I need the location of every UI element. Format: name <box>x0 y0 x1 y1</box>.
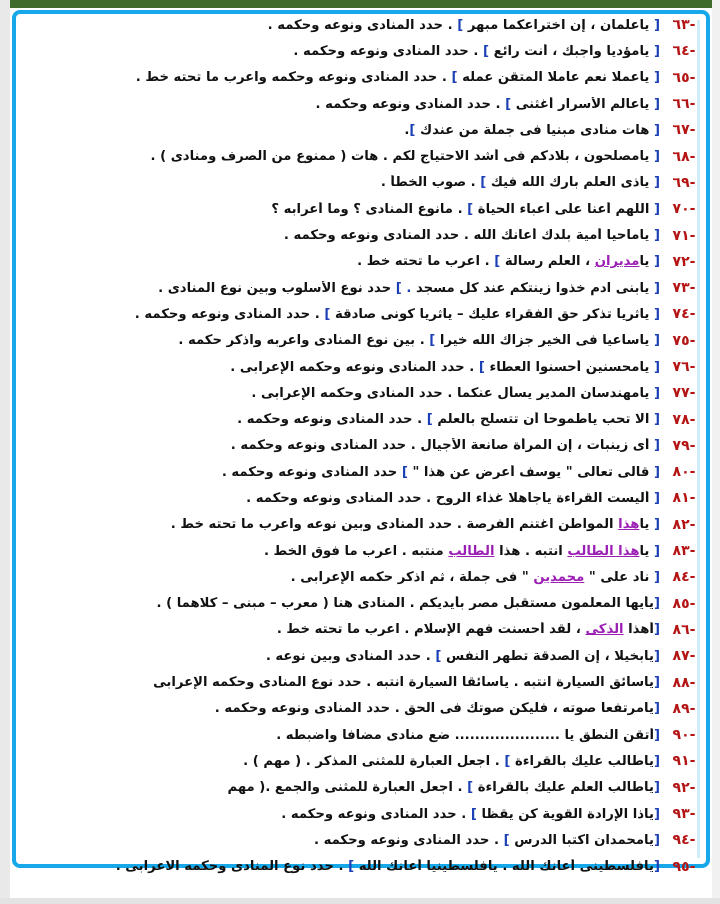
question-text <box>34 70 660 85</box>
question-number: -٩٠ <box>672 727 696 744</box>
question-number: -٦٤ <box>672 43 696 60</box>
question-number: -٨٥ <box>672 595 696 612</box>
question-text <box>34 833 660 848</box>
question-number: -٨٢ <box>672 516 696 533</box>
question-number: -٧٢ <box>672 253 696 270</box>
question-text <box>34 386 660 401</box>
question-number: -٨٦ <box>672 621 696 638</box>
text-segment: . حدد المنادى وبين نوعه . <box>265 648 436 664</box>
question-text <box>34 491 660 506</box>
text-segment: . حدد المنادى ونوعه وحكمه . <box>315 96 506 112</box>
bracket-mark: [ <box>649 306 660 322</box>
bracket-mark: [ <box>649 359 660 375</box>
question-row <box>34 801 708 827</box>
question-row <box>34 775 708 801</box>
question-text <box>34 728 660 743</box>
bracket-mark: [ <box>653 780 660 796</box>
text-segment: يامؤديا واجبك ، أنت رائع <box>493 43 650 59</box>
text-segment: يافلسطينى أعانك الله . يافلسطينيا أعانك الله <box>358 859 654 875</box>
text-segment: . <box>404 122 410 138</box>
question-number: -٩١ <box>672 753 696 770</box>
question-row <box>34 328 708 354</box>
right-edge-band <box>712 0 720 904</box>
question-row <box>34 433 708 459</box>
bracket-mark: ] <box>401 464 413 480</box>
question-number: -٨٩ <box>672 700 696 717</box>
text-segment: يامصلحون ، بلادكم فى أشد الاحتياج لكم . هات ( ممنوع من الصرف ومنادى ) . <box>150 149 650 165</box>
text-segment: يا <box>639 543 650 559</box>
question-row <box>34 196 708 222</box>
question-list <box>34 12 708 880</box>
bracket-mark: [ <box>649 43 660 59</box>
question-number: -٧٠ <box>672 201 696 218</box>
question-row <box>34 275 708 301</box>
question-number: -٧٨ <box>672 411 696 428</box>
question-text <box>34 228 660 243</box>
text-segment: . حدد المنادى ونوعه وحكمه . <box>246 490 436 506</box>
text-segment: انتبه . هذا <box>494 543 568 559</box>
question-row <box>34 617 708 643</box>
question-text <box>34 701 660 716</box>
question-text <box>34 175 660 190</box>
bracket-mark: [ <box>653 727 660 743</box>
bracket-mark: [ <box>649 438 660 454</box>
text-segment: الا تحب ياطموحا أن تتسلح بالعلم <box>437 412 650 428</box>
question-row <box>34 696 708 722</box>
bracket-mark: ] <box>429 333 440 349</box>
question-number: -٧٩ <box>672 437 696 454</box>
bracket-mark: ] <box>324 306 335 322</box>
question-number: -٨٧ <box>672 648 696 665</box>
text-segment: . صوب الخطأ . <box>380 175 481 191</box>
question-row <box>34 117 708 143</box>
question-row <box>34 538 708 564</box>
question-text <box>34 149 660 164</box>
text-segment: . حدد المنادى وبين نوعه واعرب ما تحته خط . <box>170 517 467 533</box>
question-row <box>34 669 708 695</box>
question-text <box>34 517 660 532</box>
question-text <box>34 754 660 769</box>
bracket-mark: [ <box>653 806 660 822</box>
question-number: -٩٢ <box>672 779 696 796</box>
question-number: -٧٧ <box>672 385 696 402</box>
question-text <box>34 570 660 585</box>
bracket-mark: ] <box>451 70 463 86</box>
question-number: -٨٣ <box>672 543 696 560</box>
bracket-mark: ] <box>426 412 438 428</box>
question-text <box>34 281 660 296</box>
text-segment: ياطالب عليك بالقراءة <box>514 753 654 769</box>
bracket-mark: [ <box>649 17 660 33</box>
question-row <box>34 406 708 432</box>
question-text <box>34 307 660 322</box>
question-row <box>34 722 708 748</box>
text-segment: . اجعل العبارة للمثنى والجمع .( مهم <box>227 780 468 796</box>
bracket-mark: [ <box>649 517 660 533</box>
question-number: -٩٤ <box>672 832 696 849</box>
bracket-mark: ] <box>470 806 482 822</box>
question-number: -٨٤ <box>672 569 696 586</box>
text-segment: " فى جملة ، ثم اذكر حكمه الإعرابى . <box>290 569 534 585</box>
bracket-mark: [ <box>649 543 660 559</box>
question-number: -٧٥ <box>672 332 696 349</box>
text-segment: ياعملا نعم عاملا المتقن عمله <box>462 70 650 86</box>
text-segment: . مانوع المنادى ؟ وما أعرابه ؟ <box>271 201 468 217</box>
text-segment: . حدد المنادى ونوعه وحكمه . <box>313 832 504 848</box>
text-segment: حدد المنادى ونوعه وحكمه . <box>221 464 402 480</box>
text-segment: يامحسنين أحسنوا العطاء <box>489 359 650 375</box>
text-segment: ناد على " <box>584 569 650 585</box>
underlined-word: الذكى <box>585 622 624 638</box>
text-segment: . بين نوع المنادى واعربه واذكر حكمه . <box>178 333 430 349</box>
question-text <box>34 780 660 795</box>
bracket-mark: [ <box>653 859 660 875</box>
question-text <box>34 859 660 874</box>
text-segment: ياطالب العلم عليك بالقراءة <box>477 780 654 796</box>
underlined-word: محمدين <box>533 569 585 585</box>
text-segment: يامحمدان اكتبا الدرس <box>514 832 654 848</box>
text-segment: . حدد المنادى ونوعه وحكمه . <box>237 412 427 428</box>
text-segment: يامهندسان المدير يسأل عنكما <box>456 385 650 401</box>
bracket-mark: [ <box>653 596 660 612</box>
bracket-mark: [ <box>649 70 660 86</box>
question-row <box>34 512 708 538</box>
text-segment: أى زينبات ، إن المرأة صانعة الأجيال <box>420 438 650 454</box>
question-row <box>34 485 708 511</box>
question-number: -٦٧ <box>672 122 696 139</box>
bracket-mark: [ <box>649 333 660 349</box>
question-text <box>34 675 660 690</box>
question-text <box>34 622 660 637</box>
question-text <box>34 97 660 112</box>
question-text <box>34 202 660 217</box>
question-text <box>34 44 660 59</box>
top-border-band <box>0 0 720 8</box>
text-segment: . اعرب ما تحته خط . <box>357 254 495 270</box>
question-row <box>34 380 708 406</box>
text-segment: حدد نوع الأسلوب وبين نوع المنادى . <box>158 280 396 296</box>
bracket-mark: [ <box>649 385 660 401</box>
bracket-mark: ] <box>494 254 505 270</box>
bracket-mark: [ <box>649 280 660 296</box>
text-segment: ، العلم رسالة <box>504 254 595 270</box>
question-number: -٦٩ <box>672 174 696 191</box>
text-segment: ، لقد أحسنت فهم الإسلام . اعرب ما تحته خط . <box>276 622 586 638</box>
text-segment: ياثريا تذكر حق الفقراء عليك – ياثريا كونى صادقة <box>334 306 650 322</box>
bracket-mark: [ <box>649 254 660 270</box>
question-row <box>34 643 708 669</box>
text-segment: يأيها المعلمون مستقبل مصر بأيديكم . المنادى هنا ( معرب – مبنى – كلاهما ) . <box>156 596 654 612</box>
question-row <box>34 564 708 590</box>
question-row <box>34 459 708 485</box>
text-segment: . حدد المنادى ونوعه وحكمه . <box>134 306 325 322</box>
bracket-mark: [ <box>653 701 660 717</box>
question-number: -٨٠ <box>672 464 696 481</box>
text-segment: . حدد المنادى ونوعه وحكمه . <box>293 43 483 59</box>
text-segment: ياساعيا فى الخير جزاك الله خيرا <box>439 333 650 349</box>
text-segment: هات منادى مبنيا فى جملة من عندك <box>420 122 650 138</box>
underlined-word: هذا الطالب <box>567 543 640 559</box>
text-segment: ياعلمان ، إن اختراعكما مبهر <box>467 17 650 33</box>
text-segment: يا <box>639 254 650 270</box>
bracket-mark: [ <box>649 569 660 585</box>
bracket-mark: ] <box>505 96 516 112</box>
text-segment: اللهم أعنا على أعباء الحياة <box>477 201 650 217</box>
question-row <box>34 91 708 117</box>
question-row <box>34 65 708 91</box>
question-row <box>34 827 708 853</box>
bracket-mark: [ <box>649 201 660 217</box>
question-row <box>34 38 708 64</box>
question-row <box>34 854 708 880</box>
bracket-mark: ] <box>482 43 494 59</box>
question-row <box>34 170 708 196</box>
text-segment: ياذى العلم بارك الله فيك <box>490 175 650 191</box>
bracket-mark: [ <box>649 412 660 428</box>
bracket-mark: [ <box>649 228 660 244</box>
question-text <box>34 333 660 348</box>
bracket-mark: ] <box>435 648 447 664</box>
question-text <box>34 807 660 822</box>
question-row <box>34 748 708 774</box>
bracket-mark: ] <box>504 753 515 769</box>
bracket-mark: [ <box>653 622 660 638</box>
underlined-word: الطالب <box>448 543 495 559</box>
question-number: -٦٣ <box>672 17 696 34</box>
bracket-mark: [ <box>653 832 660 848</box>
bracket-mark: [ <box>649 464 660 480</box>
text-segment: ياسائق السيارة انتبه . ياسائقا السيارة انتبه . حدد نوع المنادى وحكمه الإعرابى <box>153 675 654 691</box>
question-text <box>34 254 660 269</box>
question-text <box>34 438 660 453</box>
bracket-mark: [ <box>649 175 660 191</box>
question-text <box>34 123 660 138</box>
question-number: -٧٤ <box>672 306 696 323</box>
text-segment: يا <box>639 517 650 533</box>
text-segment: يابخيلا ، إن الصدقة تطهر النفس <box>446 648 654 664</box>
bracket-mark: [ <box>653 648 660 664</box>
underlined-word: هذا <box>618 517 640 533</box>
question-text <box>34 544 660 559</box>
question-row <box>34 249 708 275</box>
question-number: -٧٣ <box>672 280 696 297</box>
text-segment: أليست القراءة ياجاهلا غذاء الروح <box>435 490 650 506</box>
text-segment: . اجعل العبارة للمثنى المذكر . ( مهم ) . <box>243 753 505 769</box>
question-number: -٨٨ <box>672 674 696 691</box>
bottom-edge-band <box>0 898 720 904</box>
bracket-mark: ] <box>467 780 478 796</box>
text-segment: . حدد المنادى ونوعه وحكمه . <box>230 438 421 454</box>
question-number: -٩٣ <box>672 806 696 823</box>
bracket-mark: ] <box>457 17 468 33</box>
text-segment: ياعالم الأسرار أغثنى <box>515 96 650 112</box>
text-segment: . حدد المنادى ونوعه وحكمه . <box>267 17 458 33</box>
question-number: -٧١ <box>672 227 696 244</box>
bracket-mark: ] <box>348 859 359 875</box>
question-row <box>34 12 708 38</box>
question-row <box>34 301 708 327</box>
text-segment: يامرتفعا صوته ، فليكن صوتك فى الحق . حدد المنادى ونوعه وحكمه . <box>214 701 654 717</box>
bracket-mark: ] <box>478 359 490 375</box>
question-number: -٦٥ <box>672 69 696 86</box>
bracket-mark: [ <box>649 149 660 165</box>
text-segment: منتبه . اعرب ما فوق الخط . <box>263 543 449 559</box>
question-number: -٦٨ <box>672 148 696 165</box>
bracket-mark: ] <box>467 201 478 217</box>
text-segment: . حدد نوع المنادى وحكمه الاعرابى . <box>115 859 349 875</box>
underlined-word: مديران <box>594 254 640 270</box>
text-segment: . حدد المنادى وحكمه الإعرابى . <box>251 385 457 401</box>
text-segment: يابنى آدم خذوا زينتكم عند كل مسجد <box>415 280 650 296</box>
question-number: -٦٦ <box>672 96 696 113</box>
text-segment: . حدد المنادى ونوعه وحكمه واعرب ما تحته خط . <box>135 70 452 86</box>
text-segment: . حدد المنادى ونوعه وحكمه . <box>283 228 474 244</box>
bracket-mark: [ <box>653 675 660 691</box>
text-segment: أتقن النطق يا ..................... ضع منادى مضافا واضبطه . <box>276 727 654 743</box>
question-text <box>34 412 660 427</box>
text-segment: قالى تعالى " يوسف أعرض عن هذا " <box>412 464 650 480</box>
question-text <box>34 360 660 375</box>
question-text <box>34 596 660 611</box>
bracket-mark: ] <box>480 175 491 191</box>
bracket-mark: ] <box>409 122 421 138</box>
bracket-mark: [ <box>653 753 660 769</box>
question-text <box>34 18 660 33</box>
bracket-mark: ] <box>503 832 515 848</box>
question-row <box>34 222 708 248</box>
question-row <box>34 143 708 169</box>
text-segment: ياذا الإرادة القوية كن يقظا <box>481 806 654 822</box>
text-segment: المواطن اغتنم الفرصة <box>466 517 619 533</box>
question-text <box>34 465 660 480</box>
question-number: -٨١ <box>672 490 696 507</box>
bracket-mark: [ <box>649 96 660 112</box>
bracket-mark: . ] <box>395 280 416 296</box>
question-row <box>34 354 708 380</box>
text-segment: ياماحيا أمية بلدك أعانك الله <box>473 228 650 244</box>
left-edge-band <box>0 0 10 904</box>
bracket-mark: [ <box>649 122 660 138</box>
question-number: -٩٥ <box>672 858 696 875</box>
text-segment: . حدد المنادى ونوعه وحكمه . <box>281 806 471 822</box>
question-row <box>34 591 708 617</box>
question-text <box>34 649 660 664</box>
text-segment: أهذا <box>623 622 654 638</box>
bracket-mark: [ <box>649 490 660 506</box>
question-number: -٧٦ <box>672 359 696 375</box>
text-segment: . حدد المنادى ونوعه وحكمه الإعرابى . <box>230 359 479 375</box>
